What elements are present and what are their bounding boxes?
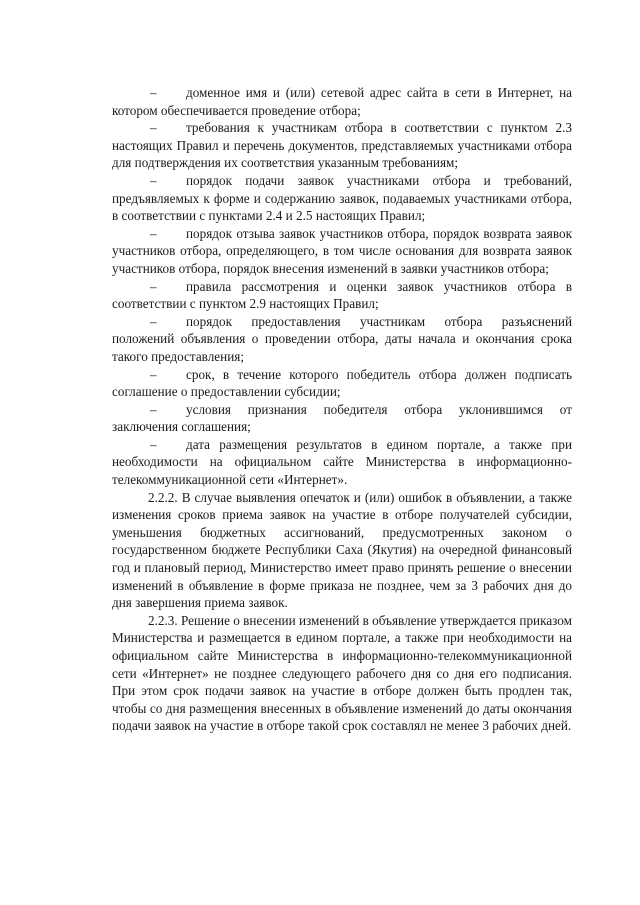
list-item-text: порядок предоставления участникам отбора разъяснений положений объявления о проведении отбора, даты начала и окончания срока такого предоставления; — [112, 313, 572, 364]
list-item — [112, 84, 572, 119]
paragraph-2-2-2: 2.2.2. В случае выявления опечаток и (или) ошибок в объявлении, а также изменения сроков приема заявок на участие в отборе получателей субсидии, уменьшения бюджетных ассигнований, предусмотренных законом о государственном бюджете Республики Саха (Якутия) на очередной финансовый год и плановый период, Министерство имеет право принять решение о внесении изменений в объявление в форме приказа не позднее, чем за 3 рабочих дня до дня завершения приема заявок. — [112, 489, 572, 611]
list-item — [112, 436, 572, 489]
list-item — [112, 401, 572, 436]
list-dash: – — [150, 278, 157, 294]
list-item — [112, 366, 572, 401]
list-item-text: дата размещения результатов в едином портале, а также при необходимости на официальном сайте Министерства в информационно-телекоммуникационной сети «Интернет». — [112, 436, 572, 488]
document-body — [112, 84, 572, 735]
list-dash: – — [150, 401, 157, 417]
list-dash: – — [150, 120, 157, 136]
list-dash: – — [150, 436, 157, 452]
list-item-text: требования к участникам отбора в соответствии с пунктом 2.3 настоящих Правил и перечень документов, представляемых участниками отбора для подтверждения их соответствия указанным требованиям; — [112, 120, 572, 171]
list-dash: – — [150, 172, 157, 188]
list-item — [112, 172, 572, 225]
list-item-text: срок, в течение которого победитель отбора должен подписать соглашение о предоставлении субсидии; — [112, 366, 572, 400]
list-item-text: порядок подачи заявок участниками отбора и требований, предъявляемых к форме и содержанию заявок, подаваемых участниками отбора, в соответствии с пунктами 2.4 и 2.5 настоящих Правил; — [112, 172, 572, 224]
list-item — [112, 225, 572, 278]
list-dash: – — [150, 313, 157, 329]
paragraph-2-2-3: 2.2.3. Решение о внесении изменений в объявление утверждается приказом Министерства и размещается в едином портале, а также при необходимости на официальном сайте Министерства в информационно-телекоммуникационной сети «Интернет» не позднее следующего рабочего дня со дня его подписания. При этом срок подачи заявок на участие в отборе должен быть продлен так, чтобы со дня размещения внесенных в объявление изменений до даты окончания подачи заявок на участие в отборе такой срок составлял не менее 3 рабочих дней. — [112, 612, 572, 734]
list-dash: – — [150, 366, 157, 382]
list-dash: – — [150, 85, 157, 100]
list-item — [112, 278, 572, 313]
list-item-text: условия признания победителя отбора уклонившимся от заключения соглашения; — [112, 401, 572, 435]
list-item-text: доменное имя и (или) сетевой адрес сайта в сети в Интернет, на котором обеспечивается проведение отбора; — [112, 85, 572, 118]
list-dash: – — [150, 225, 157, 241]
list-item-text: порядок отзыва заявок участников отбора, порядок возврата заявок участников отбора, определяющего, в том числе основания для возврата заявок участников отбора, порядок внесения изменений в заявки участников отбора; — [112, 225, 572, 276]
list-item — [112, 313, 572, 366]
list-item-text: правила рассмотрения и оценки заявок участников отбора в соответствии с пунктом 2.9 настоящих Правил; — [112, 278, 572, 312]
list-item — [112, 119, 572, 172]
